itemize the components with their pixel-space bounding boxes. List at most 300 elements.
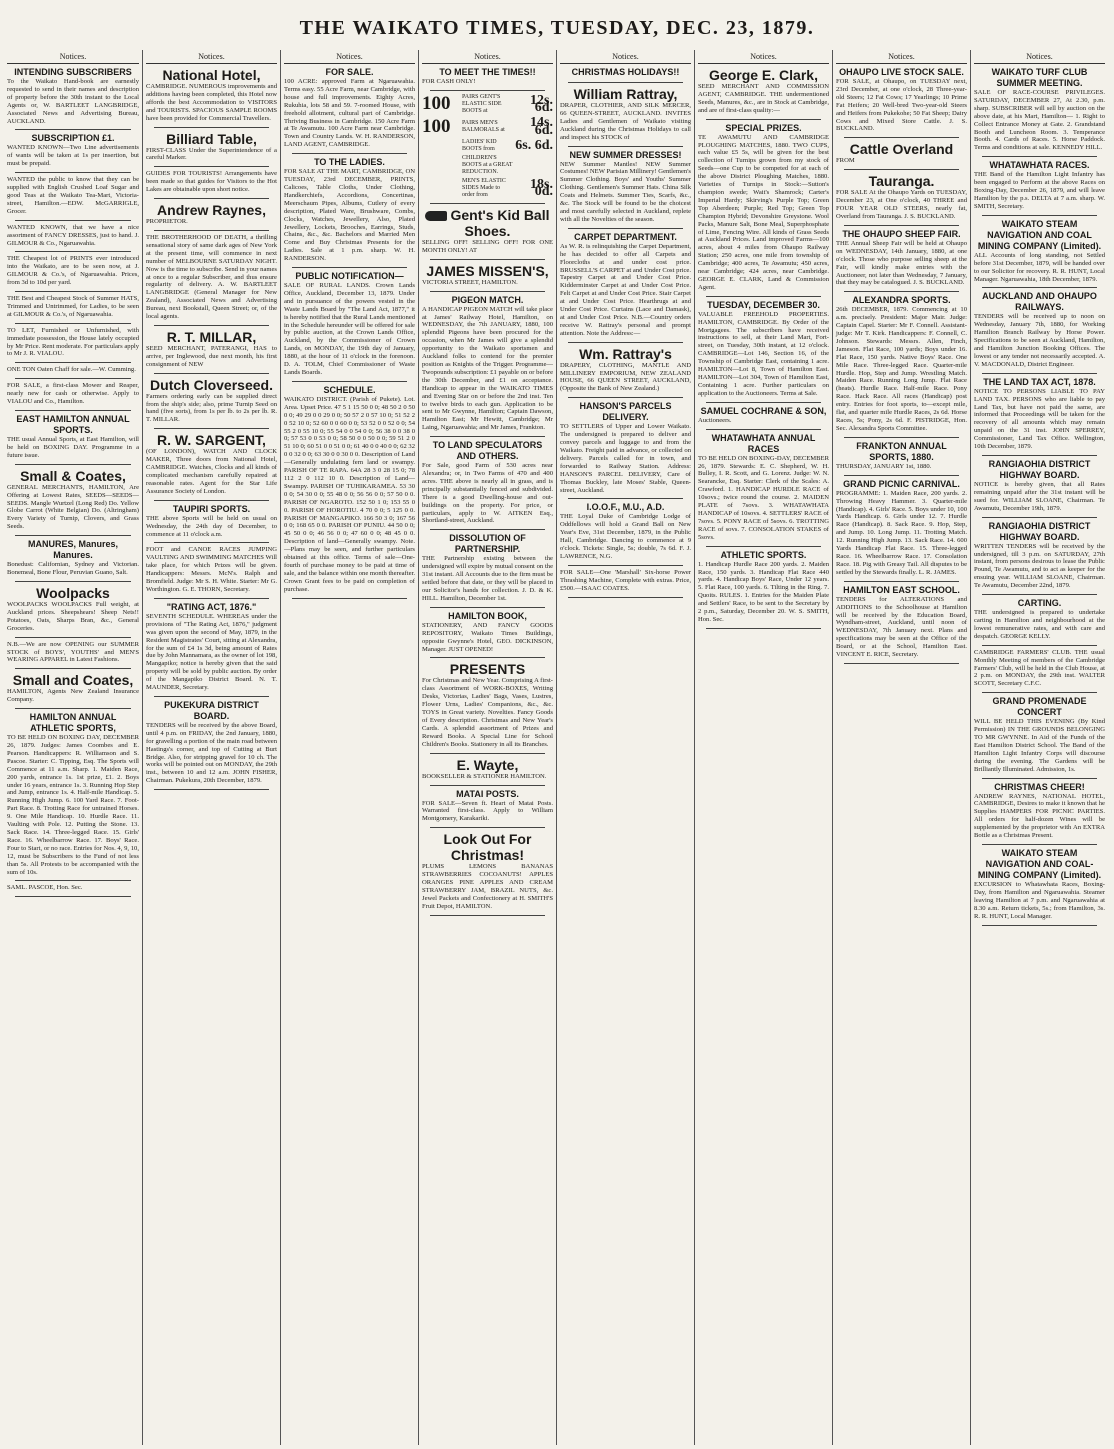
advertisement [974, 459, 1105, 513]
ad-title: HAMILTON BOOK, [448, 610, 527, 621]
price-quantity: 100 [422, 115, 451, 137]
ad-title: "RATING ACT, 1876." [166, 601, 257, 612]
ad-body: VICTORIA STREET, HAMILTON. [422, 278, 518, 286]
ad-body: THE Best and Cheapest Stock of Summer HATS, Trimmed and Untrimmed, for Ladies, to be seen at GILMOUR & Co.'s, of Ngaruawahia. [7, 295, 139, 318]
ad-divider [706, 119, 821, 120]
ad-body: ANDREW RAYNES, NATIONAL HOTEL, CAMBRIDGE, Desires to make it known that he Supplies HAMPERS FOR PICNIC PARTIES. All orders for half-dozen Wines will be supplemented by the proprietor with An EXTRA Bottle as a Christmas Present. [974, 792, 1105, 840]
ad-title: WHATAWHATA RACES. [989, 160, 1090, 171]
ad-body: PROPRIETOR. [146, 218, 188, 226]
advertisement [974, 377, 1105, 451]
advertisement [422, 67, 553, 86]
ad-body: THURSDAY, JANUARY 1st, 1880. [836, 462, 932, 470]
ad-title: CARPET DEPARTMENT. [574, 231, 677, 242]
ad-body: DRAPER, CLOTHIER, AND SILK MERCER, 66 QUEEN-STREET, AUCKLAND. INVITES Ladies and Gentlemen of Waikato visiting Auckland during the Christmas Holidays to call and inspect his STOCK of [560, 102, 691, 141]
column-heading: Notices. [422, 50, 553, 64]
ad-title: JAMES MISSEN'S, [426, 262, 549, 279]
ad-body: TO BE HELD ON BOXING DAY, DECEMBER 26, 1879. Judges: James Coombes and E. Pearson. Handicappers: R. Williamson and S. Pascoe. Starter: C. Tipping, Esq. The Sports will Commence at 11 a.m. Sharp. 1. Maiden Race, 200 yards, entrance 1s. 1st prize, £1. 2. Boys under 16 years, entrance 1s. 3. Running Hop Step and Jump, entrance 1s. 4. Half-mile Handicap. 5. Running High Jump. 6. 100 Yard Race. 7. Foot-Part Race. 8. Trotting Race for untrained Horses. 9. One Mile Handicap. 10. Hurdle Race. 11. Vaulting with Pole. 12. Putting the Stone. 13. Sack Race. 14. Three-legged Race. 15. Girls' Race. 16. Wheelbarrow Race. 17. Boys' Race. Four to Start, or no race. Entries for Nos. 4, 9, 10, 12, must be Subscribers to the Fund of not less than 5s. All Protests to be accompanied with the sum of 10s. [7, 734, 139, 876]
ad-title: PUKEKURA DISTRICT BOARD. [164, 699, 259, 721]
ad-body: To the Waikato Hand-book are earnestly requested to send in their names and description of property before the 30th instant to the Local Agents or, W. BARTLEET LANGBRIDGE, Associated News and Advertising Bureau, AUCKLAND. [7, 78, 139, 125]
ad-body: WOOLPACKS WOOLPACKS Full weight, at Auckland prices. Sheepshears! Sheep Nets!! Potatoes, Oats, Sharps Bran, &c., General Groceries. [7, 600, 139, 632]
ad-divider [568, 228, 683, 229]
ad-body: N.B.—We are now OPENING our SUMMER STOCK of BOYS', YOUTHS' and MEN'S WEARING APPAREL in Latest Fashions. [7, 640, 139, 664]
ad-body: THE above Sports will be held on usual on Wednesday, the 24th day of December, to commence at 11 o'clock a.m. [146, 514, 277, 538]
ad-title: Tauranga. [868, 173, 935, 190]
ad-title: FOR SALE. [325, 67, 374, 77]
price-description: PAIRS MEN'S BALMORALS at [462, 119, 505, 133]
ad-body: A HANDICAP PIGEON MATCH will take place at James' Railway Hotel, Hamilton, on WEDNESDAY, the 7th JANUARY, 1880, 100 splendid Pigeons have been procured for the occasion, when Mr James will give a splendid opportunity to the Waikato sportsmen and Auckland folks to contend for the premier position as Knights of the Trigger. Programme—Twopounds subscription: £1 payable on or before the 30th December, and £1 on acceptance. Handicap to appear in the WAIKATO TIMES and Evening Star on or before the 2nd inst. Ten to twelve birds to each gun. Application to be sent to Mr Gwynne, Hamilton; Captain Dawson, Hamilton East; Mr Hewitt, Cambridge; Mr Laing, Ngaruawahia; and Mr James, Frankton. [422, 305, 553, 432]
ad-divider [430, 291, 545, 292]
ad-title: DISSOLUTION OF PARTNERSHIP. [449, 533, 526, 555]
ad-title: AUCKLAND AND OHAUPO RAILWAYS. [982, 291, 1097, 313]
ad-title: HAMILTON ANNUAL ATHLETIC SPORTS, [29, 712, 117, 734]
advertisement [146, 234, 277, 321]
advertisement [284, 271, 415, 377]
ad-body: FOR SALE At the Ohaupo Yards on TUESDAY, December 23, at One o'clock, 40 THREE and FOUR YEAR OLD STEERS, nearly fat, Overland from Tauranga. J. S. BUCKLAND. [836, 189, 967, 220]
price-amount: 12s. 6d. [530, 92, 553, 116]
advertisement [422, 94, 553, 199]
ad-body: SEED MERCHANT, PATERANGI, HAS to arrive, per Inglewood, due next month, his first consignment of NEW [146, 344, 277, 368]
ad-divider [154, 542, 269, 543]
ad-divider [154, 696, 269, 697]
price-amount: 14s. 6d. [530, 115, 553, 138]
ad-body: CAMBRIDGE. NUMEROUS improvements and additions having been completed, this Hotel now affords the best Accommodation to VISITORS and TOURISTS. SPACIOUS SAMPLE ROOMS have been provided for Commercial Travellers. [146, 83, 277, 122]
ad-body: FROM [836, 157, 855, 165]
advertisement [836, 441, 967, 471]
ad-title: RANGIAOHIA DISTRICT HIGHWAY BOARD. [988, 520, 1091, 542]
ad-title: Look Out For Christmas! [443, 831, 532, 864]
ad-body: THE Cheapest lot of PRINTS ever introduced into the Waikato, are to be seen now, at J. GILMOUR & Co.'s, of Ngaruawahia. Prices, from 3d to 10d per yard. [7, 255, 139, 287]
ad-divider [15, 291, 131, 292]
ad-body: TO LET, Furnished or Unfurnished, with immediate possession, the House lately occupied by Mr Price. Rent moderate. For particulars apply to Mr J. R. VIALOU. [7, 326, 139, 358]
ad-title: TO MEET THE TIMES!! [439, 67, 536, 77]
ad-title: INTENDING SUBSCRIBERS [14, 67, 132, 77]
ad-body: Auctioneers. [698, 416, 732, 424]
ad-body: WANTED the public to know that they can be supplied with English Crushed Loaf Sugar and good Teas at the Waikato Tea-Mart, Victoria-street, Hamilton.—EDW. McGARRIGLE, Grocer. [7, 176, 139, 215]
ad-body: GENERAL MERCHANTS, HAMILTON, Are Offering at Lowest Rates, SEEDS—SEEDS—SEEDS. Mangle Wurtzel (Long Red) Do. Yellow Globe Carrot (White Belgian) Do. (Altringham) Every Variety of Turnip, Clovers, and Grass Seeds. [7, 483, 139, 531]
ad-title: CHRISTMAS CHEER! [994, 781, 1085, 792]
advertisement [974, 521, 1105, 590]
ad-body: WANTED KNOWN—Two Line advertisements of wants will be taken at 1s per insertion, but must be prepaid. [7, 144, 139, 168]
ad-body: NEW Summer Mantles! NEW Summer Costumes! NEW Parisian Millinery! Gentlemen's Summer Clothing. Boys' and Youths' Summer Clothing. Gentlemen's Summer Hats. China Silk Coats and Helmets. Summer Ties, Scarfs, &c., &c. The Stock will be found to be the choicest and most carefully selected in Auckland, replete with all the Novelties of the season. [560, 160, 691, 223]
advertisement [7, 641, 139, 665]
ad-body: TE AWAMUTU AND CAMBRIDGE PLOUGHING MATCHES, 1880. TWO CUPS, each value £5 5s, will be given for the best collection of Turnips grown from my stock of Seeds—one Cup to be competed for at each of the above District Ploughing Matches, 1880. Varieties of Turnips in Stock:—Sutton's champion swede; Wait's Shamrock; Carter's Imperial Hardy; Skirving's Purple Top; Green Top Aberdeen; Purple; Red Top; Green Top Champion Hybrid; Devonshire Greystone. Wool Packs, Manure Salt, Bone Meal, Superphosphate of Lime, Fencing Wire. All kinds of Grass Seeds at Auckland Prices. Land improved Farms—100 acres, about 4 miles from Ohaupo Railway Station; 250 acres, one mile from township of Cambridge; 400 acres, Te Awamutu; 450 acres, near Cambridge; 424 acres, near Cambridge. GEORGE E. CLARK, Land & Commission Agent. [698, 133, 829, 291]
ad-body: BOOKSELLER & STATIONER HAMILTON. [422, 772, 547, 780]
ad-body: THE Loyal Duke of Cambridge Lodge of Oddfellows will hold a Grand Ball on New Year's Eve, 31st December, 1879, in the Public Hall, Cambridge. Dancing to commence at 9 o'clock. Tickets: Single, 5s; double, 7s 6d. F. J. LAWRENCE, N.G. [560, 513, 691, 560]
ad-divider [430, 259, 545, 260]
advertisement [7, 468, 139, 531]
ad-title: Dutch Cloverseed. [150, 376, 273, 393]
advertisement [7, 133, 139, 168]
ad-body: As W. R. is relinquishing the Carpet Department, he has decided to offer all Carpets and Floorcloths at and under cost price. BRUSSELL'S CARPET at and Under Cost price. Tapestry Carpet at and Under Cost Price. Kidderminster Carpet at and Under Cost Price. Felt Carpet at and Under Cost Price. Stair Carpet at and Under Cost Price. Hearthrugs at and Under Cost Price. Curtains (Lace and Damask), at and Under Cost Price. N.B.—Country orders receive W. Rattray's personal and prompt attention. Note the Address:— [560, 242, 691, 337]
advertisement [698, 433, 829, 542]
ad-body: FOR SALE—Seven ft. Heart of Matai Posts. Warranted first-class. Apply to William Montgomery, Karakariki. [422, 799, 553, 823]
advertisement [146, 67, 277, 123]
price-row [422, 155, 553, 176]
ad-body: NOTICE is hereby given, that all Rates remaining unpaid after the 31st instant will be sued for. WILLIAM SLOANE, Chairman. Te Awamutu, December 19th, 1879. [974, 481, 1105, 512]
advertisement [422, 757, 553, 781]
ad-title: PIGEON MATCH. [451, 294, 524, 305]
ad-divider [982, 287, 1097, 288]
ad-title: TUESDAY, DECEMBER 30. [707, 299, 820, 310]
column-heading: Notices. [974, 50, 1105, 64]
ad-divider [15, 410, 131, 411]
ad-body: ALL Accounts of long standing, not Settled before 31st December, 1879, will be handed over to our Solicitor for recovery. R. R. HUNT, Local Manager. Ngaruawahia, 18th December, 1879. [974, 251, 1105, 283]
advertisement [836, 295, 967, 433]
ad-title: RANGIAOHIA DISTRICT HIGHWAY BOARD. [988, 459, 1091, 480]
ad-divider [568, 82, 683, 83]
price-quantity: 100 [422, 93, 451, 115]
ad-divider [844, 137, 959, 138]
ad-title: GRAND PICNIC CARNIVAL. [843, 478, 960, 489]
ad-divider [154, 198, 269, 199]
advertisement [422, 440, 553, 525]
ad-body: FOR SALE, at Ohaupo, on TUESDAY next, 23rd December, at one o'clock, 28 Three-year-old Steers; 12 Fat Cows; 17 Yearlings; 10 Prime Fat Heifers; 20 Well-bred Two-year-old Steers and Heifers from Pukekohe; 50 Fat Sheep; Dairy Cows and Mixed Store Cattle. J. S. BUCKLAND. [836, 78, 967, 133]
advertisement [974, 848, 1105, 921]
ad-title: Billiard Table, [166, 130, 257, 147]
ad-body: THE usual Annual Sports, at East Hamilton, will be held on BOXING DAY. Programme in a future issue. [7, 436, 139, 459]
ad-title: GRAND PROMENADE CONCERT [992, 696, 1087, 718]
ad-title: MATAI POSTS. [456, 788, 519, 799]
ad-divider [430, 436, 545, 437]
column-heading: Notices. [836, 50, 967, 64]
ad-divider [982, 156, 1097, 157]
ad-body: EXCURSION to Whatawhata Races, Boxing-Day, from Hamilton and Ngaruawahia. Steamer leaving Hamilton at 7 p.m. and Ngaruawahia at 8.30 a.m. Return tickets, 5s.; from Hamilton, 3s. R. R. HUNT, Local Manager. [974, 881, 1105, 920]
column-1 [4, 50, 142, 1445]
ad-divider [568, 146, 683, 147]
ad-divider [15, 535, 131, 536]
advertisement [7, 255, 139, 287]
ad-body: CAMBRIDGE FARMERS' CLUB. THE usual Monthly Meeting of members of the Cambridge Farmers' Club, will be held in the Club House, at 2 p.m. on MONDAY, the 29th inst. WALTER SCOTT, Secretary C.F.C. [974, 648, 1105, 688]
advertisement [836, 67, 967, 133]
ad-body: SALE OF RACE-COURSE PRIVILEGES. SATURDAY, DECEMBER 27, At 2.30, p.m. sharp. SUBSCRIBER will sell by auction on the above date, at his Mart, Hamilton— 1. Right to Collect Entrance Money at Gate. 2. Grandstand Booth and Luncheon Room. 3. Temperance Booth. 4. Cards of Races. 5. Horse Paddock. Terms and conditions at sale. KENNEDY HILL. [974, 89, 1105, 152]
ad-divider [844, 225, 959, 226]
ad-body: WAIKATO DISTRICT. (Parish of Pukete). Lot. Area. Upset Price. 47 5 1 15 50 0 0; 48 50 2 0 50 0 0; 49 29 0 0 29 0 0; 50 57 2 0 57 10 0; 51 52 2 0 52 10 0; 52 60 0 0 60 0 0; 53 52 0 0 52 0 0; 54 55 2 0 55 10 0; 55 54 0 0 54 0 0; 56 38 0 0 38 0 0; 57 53 0 0 53 0 0; 58 50 0 0 50 0 0; 59 51 2 0 51 10 0; 60 51 0 0 51 0 0; 61 40 0 0 40 0 0; 62 32 0 0 32 0 0; 63 30 0 0 30 0 0. Description of Land—Generally undulating fern land or swampy. PARISH OF TE RAPA. 64A 28 3 0 28 15 0; 78 112 2 0 112 10 0. Description of Land—Swampy. PARISH OF TUHIKARAMEA. 53 30 0 0; 54 30 0 0; 55 48 0 0; 56 56 0 0; 57 50 0 0. PARISH OF NGAROTO. 152 50 1 0; 153 55 0 0. PARISH OF HOROTIU. 4 70 0 0; 5 125 0 0. PARISH OF MANGAPIKO. 166 50 3 0; 167 56 0 0; 168 65 0 0. PARISH OF PUNIU. 44 50 0 0; 45 50 0 0; 46 56 0 0; 47 60 0 0; 48 45 0 0. Description of land—Generally swampy. Note.—Plans may be seen, and further particulars obtained at this office. Terms of sale—One-fourth of purchase money to be paid at time of sale, and the balance within one month thereafter. Crown Grant fees to be paid on completion of purchase. [284, 395, 415, 593]
advertisement [146, 131, 277, 163]
ad-divider [982, 778, 1097, 779]
ad-body: Farmers ordering early can be supplied direct from the ship's side; also, prime Turnip Seed on hand (five sorts), from 1s per lb. to 2s per lb. R. T. MILLAR. [146, 392, 277, 424]
advertisement [284, 385, 415, 594]
ad-divider [15, 172, 131, 173]
ad-divider [292, 598, 407, 599]
ad-title: William Rattray, [573, 86, 678, 102]
advertisement [836, 173, 967, 221]
advertisement [146, 700, 277, 785]
advertisement [7, 539, 139, 577]
ad-body: WILL BE HELD THIS EVENING (By Kind Permission) IN THE GROUNDS BELONGING TO MR GWYNNE. In Aid of the Funds of the East Hamilton District School. The Band of the Hamilton Light Infantry Corps will discourse during the evening. The Gardens will be Brilliantly Illuminated. Admission, 1s. [974, 718, 1105, 773]
advertisement [7, 366, 139, 374]
ad-divider [982, 844, 1097, 845]
advertisement [422, 611, 553, 654]
pointing-hand-icon [425, 211, 447, 221]
ad-body: NOTICE TO PERSONS LIABLE TO PAY LAND TAX. PERSONS who are liable to pay Land Tax, but have not paid the same, are informed that Proceedings will be taken for the recovery of all amounts which may remain unpaid on the 31 inst. JOHN SPERREY, Commissioner, Land Tax Office. Wellington, 10th December, 1879. [974, 387, 1105, 451]
ad-divider [292, 267, 407, 268]
ad-divider [844, 581, 959, 582]
ad-body: THE Band of the Hamilton Light Infantry has been engaged to Perform at the above Races on Boxing-Day, December 26, 1879, and will leave Hamilton by the p.s. DELTA at 7 a.m. sharp. W. SMITH, Secretary. [974, 171, 1105, 210]
ad-divider [15, 129, 131, 130]
ad-divider [568, 597, 683, 598]
advertisement [422, 207, 553, 255]
ad-body: PLUMS LEMONS BANANAS STRAWBERRIES COCOANUTS! APPLES ORANGES PINE APPLES AND CREAM STRAWBERRY JAM, BRAZIL NUTS, &c. Jewel Packets and Confectionery at H. SMITH'S Fruit Depot, HAMILTON. [422, 863, 553, 910]
advertisement [560, 232, 691, 338]
ad-divider [844, 475, 959, 476]
ad-divider [154, 166, 269, 167]
advertisement [560, 86, 691, 142]
column-heading: Notices. [284, 50, 415, 64]
ad-title: WAIKATO STEAM NAVIGATION AND COAL-MINING COMPANY (Limited). [977, 848, 1102, 880]
ad-divider [982, 645, 1097, 646]
ad-divider [982, 373, 1097, 374]
advertisement [7, 67, 139, 125]
ad-title: WAIKATO STEAM NAVIGATION AND COAL MINING COMPANY (Limited). [977, 218, 1102, 251]
advertisement [422, 661, 553, 748]
ad-body: FOR SALE—One 'Marshall' Six-horse Power Thrashing Machine, Complete with extras. Price, £500.—ISAAC COATES. [560, 568, 691, 592]
ad-divider [568, 565, 683, 566]
ad-title: CARTING. [1017, 598, 1062, 609]
ad-title: SPECIAL PRIZES. [725, 122, 802, 133]
price-description: PAIRS GENT'S ELASTIC SIDE BOOTS at [462, 93, 502, 114]
price-description: CHILDREN'S BOOTS at a GREAT REDUCTION. [462, 154, 513, 175]
ad-divider [15, 708, 131, 709]
column-6 [694, 50, 832, 1445]
ad-title: ALEXANDRA SPORTS. [852, 295, 951, 306]
ad-divider [15, 220, 131, 221]
advertisement [284, 67, 415, 149]
ad-body: ONE TON Oaten Chaff for sale.—W. Cumming. [7, 366, 136, 374]
column-8 [970, 50, 1108, 1445]
ad-body: 26th DECEMBER, 1879. Commencing at 10 a.m. precisely. President: Major Mair. Judge: Captain Capel. Starter: Mr F. Connell. Assistant-judge: Mr T. Kirk. Handicappers: F. Connell, C. Johnson. Stewards: Messrs. Allen, Finch, Jameson. Flat Race, 100 yards; Boys under 16. Flat Race, 150 yards. Native Boys' Race. One Mile Race. Three-legged Race. Quarter-mile Hurdle. Hop, Step and Jump. Wrestling Match. Maiden Race. Running Long Jump. Flat Race (heats). Hurdle Race. Half-mile Race. Pony Race. Hack Race. All races (Handicap) post entry. Entries for foot sports, to—except mile, flat, and quarter mile Hurdle Races, 2s 6d. Horse Races, 5s; Pony, 2s 6d. F. PISTRIDGE, Hon. Sec. Alexandra Sports Committee. [836, 306, 967, 432]
advertisement [974, 291, 1105, 368]
price-amount: 18s. 0d. [530, 176, 553, 200]
column-2 [142, 50, 280, 1445]
ad-divider [430, 90, 545, 91]
ad-title: R. T. MILLAR, [166, 328, 257, 345]
advertisement [974, 649, 1105, 689]
ad-divider [982, 594, 1097, 595]
advertisement [7, 327, 139, 359]
ad-divider [706, 402, 821, 403]
ad-title: SCHEDULE. [323, 384, 376, 395]
ad-divider [154, 500, 269, 501]
ad-divider [430, 529, 545, 530]
ad-title: Wm. Rattray's [579, 345, 672, 362]
ad-divider [982, 925, 1097, 926]
advertisement [974, 782, 1105, 840]
advertisement [560, 67, 691, 78]
ad-body: SALE OF RURAL LANDS. Crown Lands Office, Auckland, December 13, 1879. Under and in pursuance of the powers vested in the Waste Lands Board by "The Land Act, 1877," it is hereby notified that the Rural Lands mentioned in the Schedule hereunder will be offered for sale by public auction, at the Crown Lands Office, Auckland, by the Commissioner of Crown Lands, on MONDAY, the 19th day of January, 1880, at the hour of 11 o'clock in the forenoon. D. A. TOLM, Chief Commissioner of Waste Lands Boards. [284, 282, 415, 376]
advertisement [836, 229, 967, 287]
ad-title: THE LAND TAX ACT, 1878. [983, 376, 1096, 387]
ad-title: WHATAWHATA ANNUAL RACES [711, 432, 816, 454]
ad-divider [15, 880, 131, 881]
ad-divider [15, 464, 131, 465]
price-description: LADIES' KID BOOTS from [462, 138, 497, 152]
advertisement [698, 406, 829, 425]
ad-divider [15, 251, 131, 252]
ad-body: STATIONERY, AND FANCY GOODS REPOSITORY, Waikato Times Buildings, opposite Gwynne's Hotel, GEO. DICKINSON, Manager. JUST OPENED! [422, 621, 553, 653]
ad-body: TENDERS will be received by the above Board, until 4 p.m. on FRIDAY, the 2nd January, 1880, for gravelling a portion of the main road between Hastings's corner, and top of Cutting at Burt Bridge. Also, for stripping gravel for 10 ch. The works will be pointed out on MONDAY, the 29th inst., between 10 and 12 a.m. JOHN FISHER, Chairman. Pukekura, 20th December, 1879. [146, 721, 277, 785]
advertisement [7, 884, 139, 892]
ad-body: 1. Handicap Hurdle Race 200 yards. 2. Maiden Race, 150 yards. 3. Handicap Flat Race 440 yards. 4. Handicap Boys' Race, Under 12 years. 5. Flat Race, 100 yards. 6. Tilting in the Ring. 7. Quoits. RULES. 1. Entries for the Maiden Plate and Settlers' Race, to be sent to the Secretary by 2 p.m., Saturday, December 20. W. S. SMITH, Hon. Sec. [698, 560, 829, 623]
column-3 [280, 50, 418, 1445]
ad-body: WANTED KNOWN, that we have a nice assortment of FANCY DRESSES, just to hand. J. GILMOUR & Co., Ngaruawahia. [7, 223, 139, 247]
advertisement [7, 712, 139, 876]
ad-body: SAML. PASCOE, Hon. Sec. [7, 884, 83, 892]
ad-body: DRAPERY, CLOTHING, MANTLE AND MILLINERY EMPORIUM, NEW ZEALAND HOUSE, 66 QUEEN STREET, AUCKLAND, (Opposite the Bank of New Zealand.) [560, 361, 691, 393]
advertisement [560, 150, 691, 224]
ad-divider [154, 373, 269, 374]
ad-body: SEVENTH SCHEDULE. WHEREAS under the provisions of "The Rating Act, 1876," judgment was given upon the second of May, 1879, in the Resident Magistrates' Court, sitting at Alexandra, for the sum of £4 1s 3d, being amount of Rates due by John Mannamara, as the owner of lot 198, Mangapiko; notice is hereby given that the said property will be sold by public auction. By order of the Mangapiko District Board. N. T. MAUNDER, Secretary. [146, 612, 277, 692]
advertisement [7, 672, 139, 704]
ad-title: ATHLETIC SPORTS. [720, 549, 807, 560]
advertisement [422, 263, 553, 287]
ad-divider [154, 789, 269, 790]
ad-divider [292, 381, 407, 382]
advertisement [422, 295, 553, 433]
advertisement [560, 569, 691, 593]
ad-body: WRITTEN TENDERS will be received by the undersigned, till 3 p.m. on SATURDAY, 27th instant, from persons desirous to lease the Public Pound, Te Awamutu, and to act as keeper for the ensuing year. WILLIAM SLOANE, Chairman. Te Awamutu, December 22nd, 1879. [974, 542, 1105, 590]
ad-divider [15, 581, 131, 582]
column-4 [418, 50, 556, 1445]
ad-title: NEW SUMMER DRESSES! [569, 149, 682, 160]
price-row [422, 117, 553, 137]
ad-body: THE Annual Sheep Fair will be held at Ohaupo on WEDNESDAY, 14th January, 1880, at one o'clock. Those who purpose selling sheep at the Fair, will kindly make entries with the Auctioneer, not later than Wednesday, 7 January, that they may be catalogued. J. S. BUCKLAND. [836, 239, 967, 287]
advertisement [560, 401, 691, 494]
ad-body: VALUABLE FREEHOLD PROPERTIES. HAMILTON, CAMBRIDGE. By Order of the Mortgagees. The subscribers have received instructions to sell, at their Land Mart, Fort-street, on Tuesday, 30th instant, at 12 o'clock. CAMBRIDGE—Lot 146, Section 16, of the Township of Cambridge East, containing 1 acre. HAMILTON—Lot 8, Town of Hamilton East. HAMILTON—Lot 304, Town of Hamilton East, Containing 1 acre. Further particulars on application to the Auctioneers. Terms at Sale. [698, 310, 829, 397]
ad-divider [844, 291, 959, 292]
column-heading: Notices. [560, 50, 691, 64]
ad-title: National Hotel, [162, 67, 261, 83]
ad-title: SAMUEL COCHRANE & SON, [700, 405, 827, 416]
ad-divider [706, 628, 821, 629]
advertisement [836, 479, 967, 577]
ad-body: (OF LONDON), WATCH AND CLOCK MAKER, Three doors from National Hotel, CAMBRIDGE. Watches, Clocks and all kinds of complicated mechanism carefully repaired at reasonable rates. Agent for the Star Life Assurance Society of London. [146, 448, 277, 495]
ad-title: Woolpacks [36, 584, 110, 601]
advertisement [974, 160, 1105, 211]
advertisement [698, 300, 829, 398]
advertisement [7, 585, 139, 633]
ad-divider [154, 598, 269, 599]
ad-divider [430, 753, 545, 754]
ad-body: GUIDES FOR TOURISTS! Arrangements have been made so that guides for Visitors to the Hot Lakes are obtainable upon short notice. [146, 170, 277, 194]
ad-divider [15, 668, 131, 669]
ad-divider [154, 428, 269, 429]
ad-body: SEED MERCHANT AND COMMISSION AGENT, CAMBRIDGE. THE undermentioned Seeds, Manures, &c., are in Stock at Cambridge, and are of first-class quality:— [698, 83, 829, 114]
ad-divider [982, 455, 1097, 456]
ad-title: PUBLIC NOTIFICATION— [295, 271, 404, 282]
advertisement [7, 224, 139, 248]
ad-body: PROGRAMME: 1. Maiden Race, 200 yards. 2. Throwing Heavy Hammer. 3. Quarter-mile (Handicap). 4. Girls' Race. 5. Boys under 10, 100 Yards Handicap. 6. Girls under 12. 7. Hurdle Race (Handicap). 8. Sack Race. 9. Hop, Step, and Jump. 10. Long Jump. 11. Trotting Match. 12. Running High Jump. 13. Sack Race. 14. 600 Yards Handicap Flat Race. 15. Three-legged Race. 16. Wheelbarrow Race. 17. Consolation Race. 18. Pig with Greasy Tail. All disputes to be settled by the Stewards finally. L. R. JAMES. [836, 489, 967, 576]
ad-title: OHAUPO LIVE STOCK SALE. [839, 67, 964, 77]
ad-divider [15, 362, 131, 363]
ad-title: Andrew Raynes, [157, 202, 266, 219]
ad-body: 100 ACRE: approved Farm at Ngaruawahia. Terms easy. 55 Acre Farm, near Cambridge, with house and full improvements. Eighty Acres, Rukuhia, lots 58 and 59. 7-roomed House, with freehold allotment, cultural part of Cambridge. Thriving Business in Cambridge. 150 Acre Farm at Te Awamutu. 100 Acre Farm near Cambridge. Town and Country Lands. W. H. RANDERSON, LAND AGENT, CAMBRIDGE. [284, 78, 415, 149]
ad-body: TENDERS for ALTERATIONS and ADDITIONS to the Schoolhouse at Hamilton will be received by the Education Board, Wyndham-street, Auckland, until noon of WEDNESDAY, 7th January next. Plans and specifications may be seen at the Office of the Board, or at the School, Hamilton East. VINCENT E. RICE, Secretary. [836, 595, 967, 659]
ad-body: For Sale, good Farm of 530 acres near Alexandra; or, in Two Farms of 470 and 400 acres. THE above is nearly all in grass, and is principally substantially fenced and subdivided. There is a good Dwelling-house and out-buildings on the property. For price, or particulars, apply to W. AITKEN Esq., Shortland-street, Auckland. [422, 462, 553, 525]
advertisement [146, 432, 277, 495]
price-amount: 6s. 6d. [515, 137, 553, 153]
ad-divider [568, 342, 683, 343]
ad-divider [154, 127, 269, 128]
advertisement [698, 550, 829, 624]
ad-divider [15, 896, 131, 897]
ad-title: PRESENTS [449, 661, 526, 678]
ad-divider [430, 915, 545, 916]
ad-body: FOOT and CANOE RACES JUMPING VAULTING AND SWIMMING MATCHES Will take place, for which Prizes will be given. Handicappers: Messrs. McN's. Ralph and Bromfield. Judge: Mr S. H. White. Starter: Mr G. Worthington. G. E. THORN, Secretary. [146, 546, 277, 593]
ad-title: Small & Coates, [20, 467, 126, 484]
advertisement [974, 598, 1105, 641]
column-heading: Notices. [146, 50, 277, 64]
ad-divider [844, 437, 959, 438]
ad-divider [430, 203, 545, 204]
ad-divider [982, 692, 1097, 693]
advertisement [422, 831, 553, 910]
ad-divider [430, 657, 545, 658]
column-heading: Notices. [698, 50, 829, 64]
advertisement [422, 789, 553, 824]
ad-divider [844, 663, 959, 664]
ad-body: THE undersigned is prepared to undertake carting in Hamilton and neighbourhood at the lowest remunerative rates, and with care and despatch. GEORGE KELLY. [974, 609, 1105, 640]
ad-divider [15, 637, 131, 638]
ad-title: Gent's Kid Ball Shoes. [422, 207, 553, 239]
ad-divider [706, 546, 821, 547]
ad-title: HANSON'S PARCELS DELIVERY. [579, 401, 672, 423]
ad-divider [15, 323, 131, 324]
ad-divider [15, 378, 131, 379]
advertisement [146, 377, 277, 425]
advertisement [146, 546, 277, 593]
advertisement [146, 202, 277, 226]
ad-body: HAMILTON, Agents New Zealand Insurance Company. [7, 688, 139, 704]
ad-body: TO BE HELD ON BOXING-DAY, DECEMBER 26, 1879. Stewards: E. C. Shepherd, W. H. Bulley, I. R. Scott, and G. Lorenz. Judge: W. N. Searancke, Esq. Starter: Clerk of the Scales: A. Crawford. 1. HANDICAP HURDLE RACE of 10sovs.; twice round the course. 2. MAIDEN PLATE of 7sovs. 3. WHATAWHATA HANDICAP of 10sovs. 4. SETTLERS' RACE of 7sovs. 5. PONY RACE of 5sovs. 6. TROTTING RACE of sovs. 7. CONSOLATION STAKES of 5sovs. [698, 454, 829, 541]
advertisement [422, 533, 553, 602]
ad-divider [706, 296, 821, 297]
ad-title: TAUPIRI SPORTS. [172, 503, 251, 514]
advertisement [7, 414, 139, 460]
advertisement [7, 295, 139, 319]
ad-title: EAST HAMILTON ANNUAL SPORTS. [16, 414, 130, 435]
advertisement [146, 329, 277, 369]
column-7 [832, 50, 970, 1445]
ad-divider [154, 230, 269, 231]
ad-title: TO LAND SPECULATORS AND OTHERS. [432, 440, 543, 462]
ad-title: George E. Clark, [709, 67, 818, 83]
ad-title: CHRISTMAS HOLIDAYS!! [571, 67, 680, 77]
ad-divider [568, 498, 683, 499]
ad-title: R. W. SARGENT, [157, 432, 266, 449]
ad-divider [982, 215, 1097, 216]
ad-divider [706, 429, 821, 430]
ad-divider [982, 517, 1097, 518]
ad-title: E. Wayte, [456, 756, 519, 773]
price-row [422, 139, 553, 153]
ad-body: FOR CASH ONLY! [422, 78, 476, 85]
advertisement [974, 67, 1105, 152]
ad-title: FRANKTON ANNUAL SPORTS, 1880. [856, 440, 947, 462]
ad-divider [154, 325, 269, 326]
ad-divider [430, 827, 545, 828]
advertisement [698, 67, 829, 115]
advertisement [974, 696, 1105, 773]
ad-body: FIRST-CLASS Under the Superintendence of a careful Marker. [146, 146, 277, 162]
advertisement [7, 382, 139, 406]
advertisement [836, 141, 967, 165]
ad-title: Cattle Overland [849, 141, 954, 158]
advertisement [146, 170, 277, 194]
column-5 [556, 50, 694, 1445]
advertisement [146, 602, 277, 692]
ad-title: MANURES, Manures, Manures. [27, 539, 118, 561]
price-description: MEN'S ELASTIC SIDES Made to order from [462, 177, 506, 198]
